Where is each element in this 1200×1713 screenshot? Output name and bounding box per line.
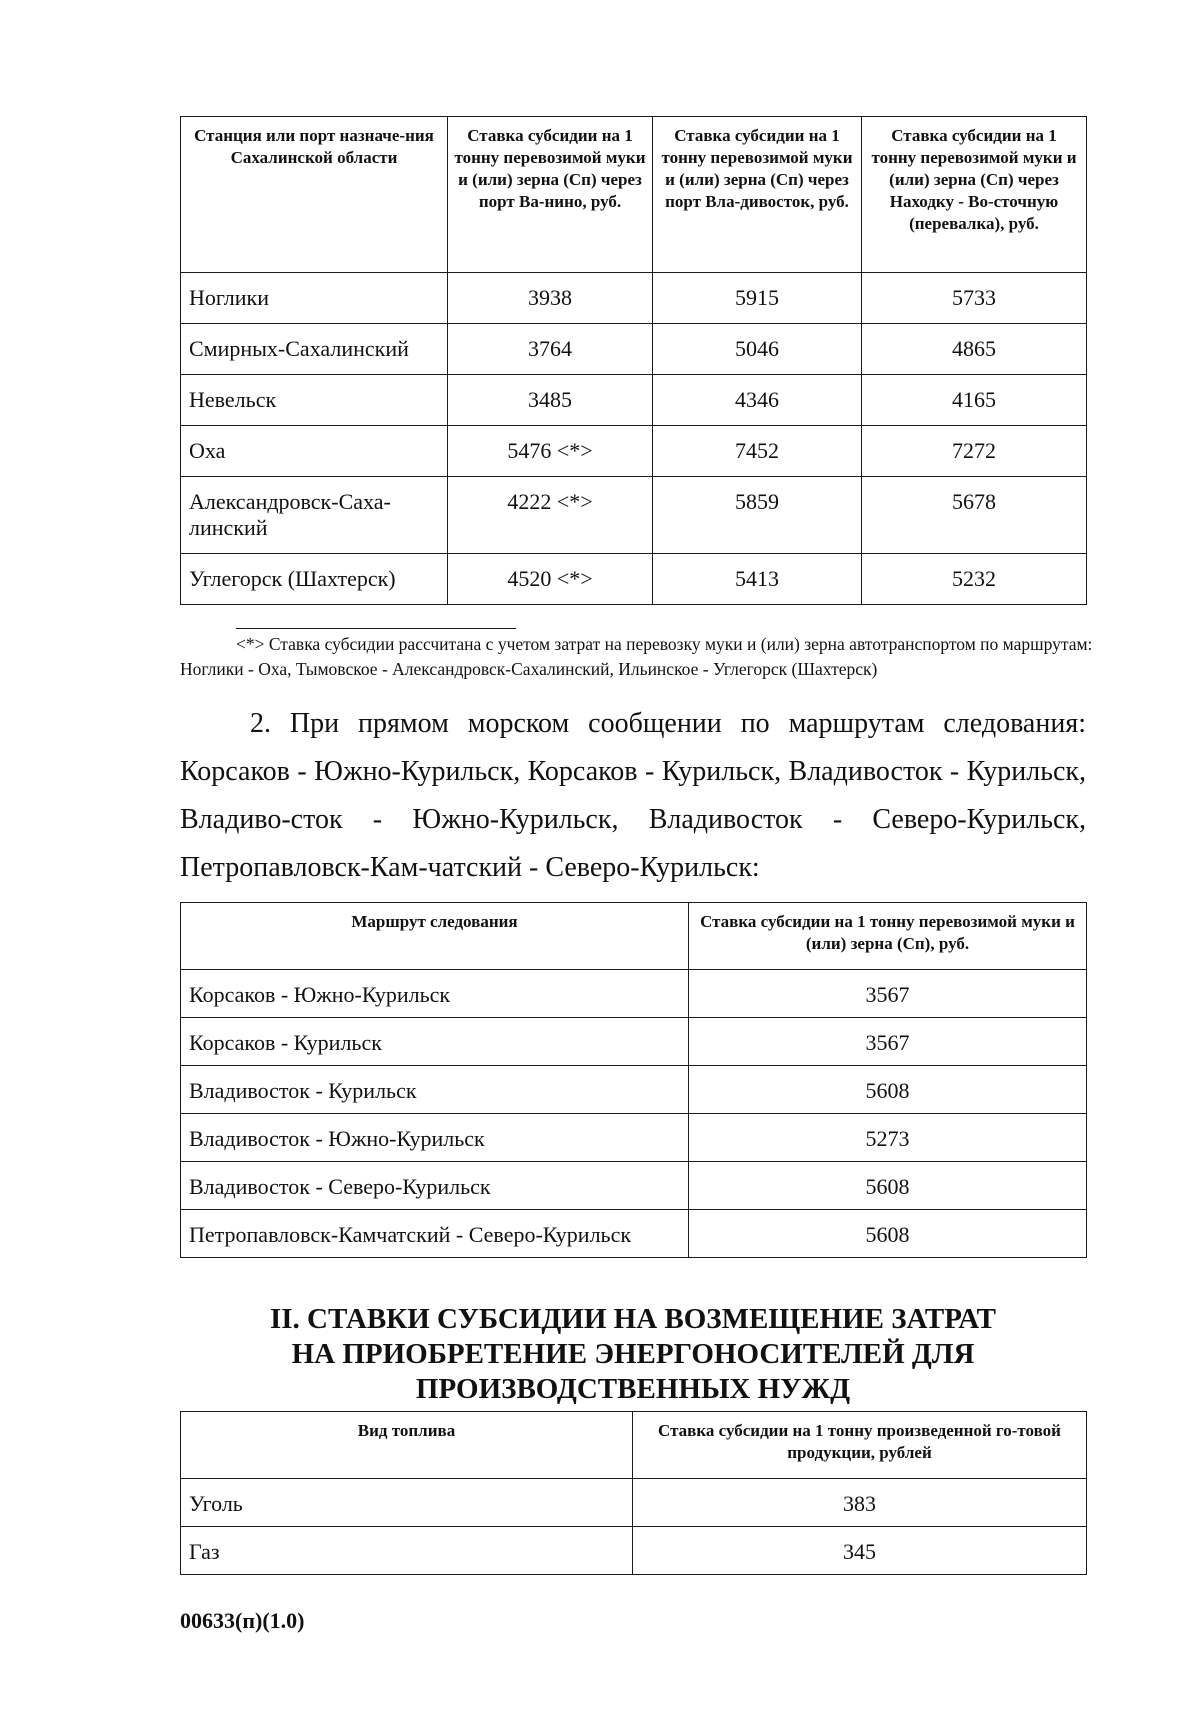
route-cell: Корсаков - Южно-Курильск [181, 970, 689, 1018]
fuel-cell: Газ [181, 1527, 633, 1575]
header-fuel-type: Вид топлива [181, 1412, 633, 1479]
section-title [180, 1302, 1086, 1407]
rate-cell: 7452 [653, 426, 862, 477]
table-row [181, 1479, 1087, 1527]
fuel-rates-table [180, 1411, 1087, 1575]
route-cell: Владивосток - Курильск [181, 1066, 689, 1114]
table-row [181, 1527, 1087, 1575]
rate-cell: 4346 [653, 375, 862, 426]
rate-cell: 3485 [448, 375, 653, 426]
header-station: Станция или порт назначе-ния Сахалинской области [181, 117, 448, 273]
table-row [181, 426, 1087, 477]
rate-cell: 5733 [862, 273, 1087, 324]
table-row [181, 1162, 1087, 1210]
header-rate: Ставка субсидии на 1 тонну перевозимой муки и (или) зерна (Сп), руб. [689, 903, 1087, 970]
rate-cell: 4222 <*> [448, 477, 653, 554]
rate-cell: 3567 [689, 970, 1087, 1018]
rate-cell: 345 [633, 1527, 1087, 1575]
header-rate: Ставка субсидии на 1 тонну произведенной го-товой продукции, рублей [633, 1412, 1087, 1479]
rate-cell: 5608 [689, 1210, 1087, 1258]
rate-cell: 4165 [862, 375, 1087, 426]
table-row [181, 970, 1087, 1018]
rate-cell: 3764 [448, 324, 653, 375]
header-vladivostok-rate: Ставка субсидии на 1 тонну перевозимой муки и (или) зерна (Сп) через порт Вла-дивосток, руб. [653, 117, 862, 273]
rate-cell: 3567 [689, 1018, 1087, 1066]
table-header-row [181, 903, 1087, 970]
table-row [181, 477, 1087, 554]
table-row [181, 324, 1087, 375]
table-header-row [181, 117, 1087, 273]
header-nakhodka-rate: Ставка субсидии на 1 тонну перевозимой муки и (или) зерна (Сп) через Находку - Во-сточную (перевалка), руб. [862, 117, 1087, 273]
station-cell: Александровск-Саха-линский [181, 477, 448, 554]
rate-cell: 5915 [653, 273, 862, 324]
table-row [181, 375, 1087, 426]
table-row [181, 1114, 1087, 1162]
route-cell: Петропавловск-Камчатский - Северо-Курильск [181, 1210, 689, 1258]
rate-cell: 5232 [862, 554, 1087, 605]
route-cell: Владивосток - Северо-Курильск [181, 1162, 689, 1210]
rate-cell: 5273 [689, 1114, 1087, 1162]
rail-rates-table [180, 116, 1087, 605]
body-paragraph: 2. При прямом морском сообщении по маршрутам следования: Корсаков - Южно-Курильск, Корсаков - Курильск, Владивосток - Курильск, Владиво-сток - Южно-Курильск, Владивосток - Северо-Курильск, Петропавловск-Кам-чатский - Северо-Курильск: [180, 708, 1086, 883]
rate-cell: 4520 <*> [448, 554, 653, 605]
table-row [181, 273, 1087, 324]
rate-cell: 5046 [653, 324, 862, 375]
rate-cell: 3938 [448, 273, 653, 324]
table-row [181, 554, 1087, 605]
header-route: Маршрут следования [181, 903, 689, 970]
header-vanino-rate: Ставка субсидии на 1 тонну перевозимой муки и (или) зерна (Сп) через порт Ва-нино, руб. [448, 117, 653, 273]
route-cell: Владивосток - Южно-Курильск [181, 1114, 689, 1162]
station-cell: Смирных-Сахалинский [181, 324, 448, 375]
station-cell: Оха [181, 426, 448, 477]
table-header-row [181, 1412, 1087, 1479]
rate-cell: 5859 [653, 477, 862, 554]
station-cell: Невельск [181, 375, 448, 426]
rate-cell: 5413 [653, 554, 862, 605]
footnote: <*> Ставка субсидии рассчитана с учетом затрат на перевозку муки и (или) зерна автотранспортом по маршрутам: Ноглики - Оха, Тымовское - Александровск-Сахалинский, Ильинское - Углегорск (Шахтерск) [180, 634, 1093, 679]
section-title-line: II. СТАВКИ СУБСИДИИ НА ВОЗМЕЩЕНИЕ ЗАТРАТ [269, 1303, 997, 1335]
station-cell: Ноглики [181, 273, 448, 324]
section-title-line: ПРОИЗВОДСТВЕННЫХ НУЖД [415, 1373, 851, 1405]
rate-cell: 7272 [862, 426, 1087, 477]
rate-cell: 383 [633, 1479, 1087, 1527]
station-cell: Углегорск (Шахтерск) [181, 554, 448, 605]
table-row [181, 1018, 1087, 1066]
table-row [181, 1066, 1087, 1114]
rate-cell: 5608 [689, 1162, 1087, 1210]
route-cell: Корсаков - Курильск [181, 1018, 689, 1066]
rate-cell: 5678 [862, 477, 1087, 554]
section-title-line: НА ПРИОБРЕТЕНИЕ ЭНЕРГОНОСИТЕЛЕЙ ДЛЯ [291, 1338, 975, 1370]
footnote-divider [236, 628, 516, 629]
rate-cell: 5608 [689, 1066, 1087, 1114]
document-code: 00633(п)(1.0) [180, 1608, 305, 1633]
rate-cell: 4865 [862, 324, 1087, 375]
rate-cell: 5476 <*> [448, 426, 653, 477]
fuel-cell: Уголь [181, 1479, 633, 1527]
sea-routes-table [180, 902, 1087, 1258]
table-row [181, 1210, 1087, 1258]
